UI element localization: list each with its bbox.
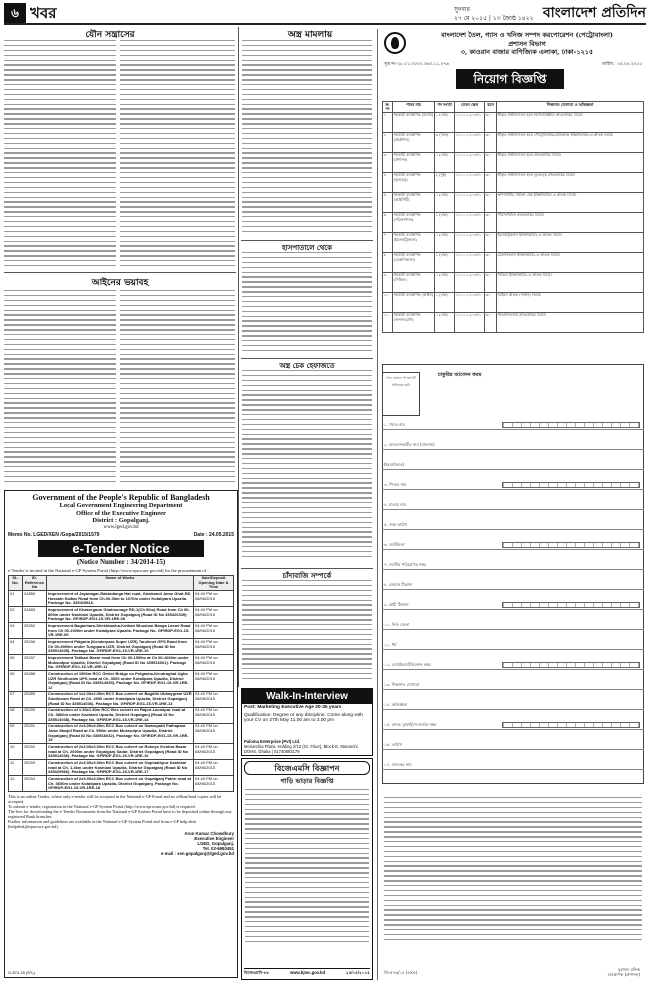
story-6-text [242, 580, 372, 684]
cell-id: 25291 [23, 723, 47, 744]
recruit-cell-post: সহকারী ব্যবস্থাপক (জনসংযোগ) [393, 312, 435, 332]
cell-date: 04.40 PM on 08/06/2015 [194, 744, 234, 760]
recruit-cell-scale: ১১০০০-২০৩৭০ [455, 192, 485, 212]
cell-id: 24583 [23, 607, 47, 623]
headline-6: চাঁদাবাজি সম্পর্কে [282, 571, 332, 580]
cell-sl: 02 [9, 607, 23, 623]
tender-memo-row [8, 532, 234, 538]
cell-sl: 09 [9, 723, 23, 744]
recruit-cell-count: ১ (এক) [435, 232, 455, 252]
recruit-cell-count: ১ (এক) [435, 292, 455, 312]
form-field [382, 541, 644, 550]
recruit-cell-post: সহকারী ব্যবস্থাপক (প্রশাসন) [393, 152, 435, 172]
recruit-cell-scale: ১১০০০-২০৩৭০ [455, 112, 485, 132]
recruit-conditions-text [384, 797, 642, 947]
tender-date: Date : 24.05.2015 [193, 531, 234, 538]
recruit-division: প্রশাসন বিভাগ [508, 39, 546, 48]
bjmc-web: www.bjmc.gov.bd [290, 970, 326, 975]
recruit-row [383, 172, 644, 192]
recruit-cell-qual: স্বীকৃত বিশ্ববিদ্যালয় হতে পেট্রোলিয়াম/কেমিক্যাল ইঞ্জিনিয়ারিং-এ স্নাতক ডিগ্রি। [497, 132, 644, 152]
cell-id: 25289 [23, 691, 47, 707]
sign-tel: Tel. 02-6680451 [202, 846, 234, 852]
cell-date: 04.40 PM on 08/06/2015 [194, 655, 234, 671]
story-2-text [242, 40, 372, 238]
tender-row [9, 623, 234, 639]
tender-row [9, 691, 234, 707]
cell-id: 24850 [23, 591, 47, 607]
form-field [382, 741, 644, 750]
cell-id: 25293 [23, 760, 47, 776]
recruit-cell-scale: ১১০০০-২০৩৭০ [455, 132, 485, 152]
form-field-label: ৮. বর্তমান ঠিকানা [384, 582, 413, 587]
story-1-col-b [120, 40, 235, 270]
form-field [382, 461, 644, 470]
cell-id: 25296 [23, 639, 47, 655]
headline-5: অস্ত্র চেক হেফাজতে [279, 361, 335, 370]
walkin-footer [244, 739, 370, 754]
recruit-cell-qual: স্বীকৃত বিশ্ববিদ্যালয় হতে স্নাতকোত্তর ডিগ্রি। [497, 152, 644, 172]
form-field-label: ৩. পিতার নাম [384, 482, 407, 487]
walkin-qualification: Qualification: Degree or any discipline. Come along with your CV on 27th May 11.00 am to 3.00 pm [244, 712, 363, 724]
recruit-cell-n: ৩ [383, 152, 393, 172]
cell-sl: 01 [9, 591, 23, 607]
form-field-label: ১. পদের নাম [384, 422, 405, 427]
tender-foot-4: Further information and guidelines are available in the National e-GP System Portal and from e-GP help desk (helpdesk@eprocure.gov.bd). [8, 819, 197, 830]
recruit-ref-row [384, 61, 642, 68]
recruit-cell-scale: ১১০০০-২০৩৭০ [455, 252, 485, 272]
recruit-cell-n: ৯ [383, 272, 393, 292]
form-field-label: ৬. জাতীয়তা [384, 542, 405, 547]
recruit-cell-qual: স্বীকৃত বিশ্ববিদ্যালয় হতে ভূতত্ত্বে স্নাতকোত্তর ডিগ্রি। [497, 172, 644, 192]
cell-name: Construction of 2x3.00x3.00m RCC Box culvert on Rokeya Vichitra Bazar road at Ch. 2600m under Gopalganj Sadar, District Gopalganj (Road ID No 335514036). Package No. GFIRDP-EG1-15-VR-1RE-16 [47, 744, 194, 760]
story-3-col-b [120, 290, 235, 484]
recruit-address: ৩, কাওরান বাজার বাণিজ্যিক এলাকা, ঢাকা-১২১৫ [460, 48, 594, 56]
divider [4, 272, 236, 273]
cell-sl: 11 [9, 760, 23, 776]
form-field-label: (ইংরেজিতে) [384, 462, 405, 467]
tender-memo: Memo No. LGED/XEN /Gopa/2015/1579 [8, 531, 100, 538]
cell-sl: 06 [9, 671, 23, 692]
recruit-cell-qual: সিভিল ইঞ্জিনিয়ারিং-এ স্নাতক ডিগ্রি। [497, 272, 644, 292]
recruit-sign-title: ব্যবস্থাপক (প্রশাসন) [607, 972, 640, 977]
cell-date: 04.40 PM on 08/06/2015 [194, 639, 234, 655]
story-1-col-a [4, 40, 116, 270]
tender-row [9, 760, 234, 776]
form-title: চাকুরির আবেদন ফরম [438, 372, 482, 378]
form-field [382, 761, 644, 770]
walkin-post: Post: Marketing Executive Age 20-35 years [244, 705, 342, 710]
tender-office: Office of the Executive Engineer [76, 509, 166, 517]
recruit-cell-scale: ১১০০০-২০৩৭০ [455, 172, 485, 192]
paper-logo: বাংলাদেশ প্রতিদিন [542, 5, 646, 21]
rth-age: বয়স [485, 102, 497, 113]
recruit-row [383, 212, 644, 232]
recruit-cell-age: ৩০ [485, 212, 497, 232]
recruitment-ad [377, 29, 646, 980]
form-field-label: ২. আবেদনকারীর নাম (বাংলায়) [384, 442, 435, 447]
recruit-cell-post: সহকারী ব্যবস্থাপক (সিভিল) [393, 272, 435, 292]
form-field-boxes [502, 602, 640, 608]
recruit-cell-count: ১ (এক) [435, 192, 455, 212]
story-3-col-a [4, 290, 116, 484]
tender-table-header [9, 575, 234, 591]
sign-office: LGED, Gopalganj. [197, 841, 234, 847]
form-field-label: ১৫. ব্যাংক ড্রাফট/পে-অর্ডার নম্বর [384, 722, 437, 727]
recruit-cell-age: ৩০ [485, 232, 497, 252]
recruit-row [383, 252, 644, 272]
recruit-cell-n: ১০ [383, 292, 393, 312]
divider [241, 358, 373, 359]
headline-1: যৌন সন্ত্রাসের [85, 30, 135, 40]
recruit-cell-n: ৭ [383, 232, 393, 252]
tender-row [9, 655, 234, 671]
form-field-label: ৭. জাতীয় পরিচয়পত্র নম্বর [384, 562, 427, 567]
recruit-cell-n: ১ [383, 112, 393, 132]
tender-foot-2: To submit e-tender, registration in the National e-GP System Portal (http://www.eprocure.gov.bd) is required. [8, 804, 196, 810]
form-field-boxes [502, 482, 640, 488]
tender-row [9, 707, 234, 723]
recruit-cell-qual: স্বীকৃত বিশ্ববিদ্যালয় হতে হিসাববিজ্ঞানে স্নাতকোত্তর ডিগ্রি। [497, 112, 644, 132]
cell-id: 25290 [23, 707, 47, 723]
tender-row [9, 639, 234, 655]
tender-row [9, 776, 234, 792]
page-number: ৬ [4, 3, 26, 23]
cell-sl: 04 [9, 639, 23, 655]
recruit-row [383, 292, 644, 312]
form-field [382, 421, 644, 430]
form-field-label: ৪. মাতার নাম [384, 502, 406, 507]
cell-id: 25294 [23, 776, 47, 792]
recruit-row [383, 112, 644, 132]
tender-row [9, 607, 234, 623]
th-name: Name of Works [47, 575, 194, 591]
recruit-cell-count: ৩ (তিন) [435, 132, 455, 152]
form-field-label: ১৬. তারিখ [384, 742, 402, 747]
bjmc-body-text [245, 789, 369, 949]
walkin-company: Paloma Enterprise (Pvt) Ltd. [244, 739, 301, 744]
recruit-row [383, 272, 644, 292]
recruit-org-name: বাংলাদেশ তৈল, গ্যাস ও খনিজ সম্পদ করপোরেশন (পেট্রোবাংলা) [441, 31, 613, 39]
recruit-cell-age: ৩০ [485, 272, 497, 292]
cell-sl: 08 [9, 707, 23, 723]
headline-2: অস্ত্র মামলায় [287, 30, 333, 40]
recruit-row [383, 132, 644, 152]
recruit-cell-age: ৩০ [485, 172, 497, 192]
recruit-row [383, 152, 644, 172]
story-5-text [242, 370, 372, 566]
cell-date: 04.40 PM on 08/06/2015 [194, 776, 234, 792]
recruit-cell-age: ৩০ [485, 252, 497, 272]
cell-name: Improvement of Khasergaon Ghatmonage RD-1(Ch 00m) Road from Ch 00-800m under Kashiani Upazila, District Gopalganj (Road ID No 335420339). Package No. GFIRDP-EG1-15-VR-1RE-08 [47, 607, 194, 623]
rth-qual: শিক্ষাগত যোগ্যতা ও অভিজ্ঞতা [497, 102, 644, 113]
cell-id: 25297 [23, 655, 47, 671]
recruit-cell-count: ২ (দুই) [435, 172, 455, 192]
recruit-ref: সূত্র নং-২৮.০১.০০০০.৩৬৩.১১.০৭৬ [384, 62, 449, 67]
walkin-address: Monarchia Plaza, Holding 2/12 (Gr. Floor), Block-E, Monarchi DOHS, Dhaka | 01740893179 [244, 744, 358, 754]
tender-number: (Notice Number : 34/2014-15) [76, 557, 166, 566]
form-field-label: ৯. স্থায়ী ঠিকানা [384, 602, 409, 607]
recruit-cell-qual: কম্পিউটার সায়েন্স এন্ড ইঞ্জিনিয়ারিং-এ স্নাতক ডিগ্রি। [497, 192, 644, 212]
form-field-label: ১৪. অভিজ্ঞতা [384, 702, 408, 707]
form-field-label: ১৩. শিক্ষাগত যোগ্যতা [384, 682, 420, 687]
cell-sl: 10 [9, 744, 23, 760]
recruit-cell-age: ৩০ [485, 132, 497, 152]
form-field [382, 581, 644, 590]
walkin-title: Walk-In-Interview [242, 689, 372, 704]
recruit-cell-qual: ইলেকট্রিক্যাল ইঞ্জিনিয়ারিং-এ স্নাতক ডিগ্রি। [497, 232, 644, 252]
cell-sl: 05 [9, 655, 23, 671]
tender-ad-code: G-574-15 (5¹/₂) [8, 970, 35, 975]
bjmc-code: বিজেএমসি-৮৮ [244, 970, 270, 975]
headline-4: হাসপাতালে থেকে [282, 243, 332, 252]
section-name: খবর [30, 4, 57, 22]
cell-name: Construction of 1.50x1.50m RCC Box culvert on Rajoir-Laxmipur road at Ch. 3800m under Kashiani Upazila, District Gopalganj (Road ID No 335514038). Package No. GFIRDP-EG1-15-VR-1RE-14 [47, 707, 194, 723]
form-field [382, 501, 644, 510]
recruit-cell-qual: পরিসংখ্যানে স্নাতকোত্তর ডিগ্রি। [497, 212, 644, 232]
tender-table [8, 575, 234, 793]
recruit-cell-post: সহকারী ব্যবস্থাপক (ভূতত্ত্ব) [393, 172, 435, 192]
recruit-cell-scale: ১১০০০-২০৩৭০ [455, 292, 485, 312]
recruit-cell-post: সহকারী ব্যবস্থাপক (প্রকৌশল) [393, 132, 435, 152]
petrobangla-logo-icon [384, 32, 406, 54]
tender-dept: Local Government Engineering Department [59, 502, 183, 509]
recruit-table [382, 101, 644, 333]
form-field-boxes [502, 422, 640, 428]
cell-sl: 07 [9, 691, 23, 707]
recruit-cell-n: ৫ [383, 192, 393, 212]
form-field [382, 561, 644, 570]
tender-row [9, 723, 234, 744]
form-field [382, 521, 644, 530]
form-field-boxes [502, 722, 640, 728]
divider [241, 240, 373, 241]
bjmc-subhead: গাড়ি ভাড়ার বিজ্ঞপ্তি [280, 777, 334, 785]
tender-row [9, 744, 234, 760]
recruit-row [383, 312, 644, 332]
form-field-label: ১২. মোবাইল/টেলিফোন নম্বর [384, 662, 431, 667]
masthead-day: সুনবার [454, 6, 470, 13]
recruit-cell-age: ৩০ [485, 152, 497, 172]
cell-date: 04.40 PM on 08/06/2015 [194, 707, 234, 723]
form-field [382, 441, 644, 450]
form-field [382, 641, 644, 650]
cell-name: Improvement Palgaria (Kenderpara Super UZR) Tarulimei GPS Road from Ch 00-4900m under Tungipara UZR, District Gopalganj (Road ID No 335514035). Package No. GFIRDP-EG1-15-VR-1RE-10 [47, 639, 194, 655]
bjmc-date: ২৫/০৫/২০১৫ [345, 970, 370, 975]
tender-foot-1: This is an online Tender, where only e-tender will be accepted in the National e-GP Portal and no offline/hard copies will be accepted. [8, 794, 222, 805]
recruit-cell-qual: মেকানিক্যাল ইঞ্জিনিয়ারিং-এ স্নাতক ডিগ্রি। [497, 252, 644, 272]
column-rule [238, 27, 239, 687]
divider [241, 568, 373, 569]
th-date: Sale/Deposit Opening Date & Time [194, 575, 234, 591]
form-field [382, 601, 644, 610]
tender-title: e-Tender Notice [38, 540, 204, 557]
rth-scale: বেতন স্কেল [455, 102, 485, 113]
form-field-label: ১০. নিজ জেলা [384, 622, 410, 627]
cell-id: 25252 [23, 623, 47, 639]
recruit-cell-count: ১ (এক) [435, 152, 455, 172]
recruit-cell-scale: ১১০০০-২০৩৭০ [455, 212, 485, 232]
recruit-cell-post: সহকারী ব্যবস্থাপক (পরিসংখ্যান) [393, 212, 435, 232]
cell-date: 04.40 PM on 08/06/2015 [194, 760, 234, 776]
recruit-cell-qual: আইনে স্নাতক (সম্মান) ডিগ্রি। [497, 292, 644, 312]
recruit-cell-post: সহকারী ব্যবস্থাপক (আইন) [393, 292, 435, 312]
tender-web: www.lged.gov.bd [103, 524, 139, 530]
cell-name: Improvement of Jayanagar-Raktodanga Hat road, Gowkandi Jame Ghat-RD Hossain Kaibar Road from Ch.00-00m to 1070m under Kotalipara Upazila. Package No. 335415816. [47, 591, 194, 607]
tender-footnotes [8, 794, 234, 829]
cell-name: Construction of 2x3.00x3.00m RCC Box culvert on Gopalganj Pathri road at Ch. 3600m under Kotalipara Upazila, District Gopalganj. Package No. GFIRDP-EG1-15-VR-1RE-18 [47, 776, 194, 792]
recruit-cell-count: ১ (এক) [435, 112, 455, 132]
form-field [382, 681, 644, 690]
recruit-cell-post: সহকারী ব্যবস্থাপক (মেকানিক্যাল) [393, 252, 435, 272]
cell-name: Construction of 1x2.00x2.00m RCC Box culvert on Bagdihi Ubhaygram UZR Sindhuram Road at Ch. 2900 under Kotalipara Upazila, District Gopalganj (Road ID No 335514036). Package No. GFIRDP-EG1-15-VR-1RE-13 [48, 691, 192, 706]
recruit-cell-n: ১১ [383, 312, 393, 332]
recruit-row [383, 192, 644, 212]
cell-date: 04.40 PM on 08/06/2015 [194, 671, 234, 692]
cell-date: 04.40 PM on 08/06/2015 [194, 607, 234, 623]
tender-signature [8, 831, 234, 856]
recruit-cell-age: ৩০ [485, 112, 497, 132]
recruit-cell-post: সহকারী ব্যবস্থাপক (হিসাব) [393, 112, 435, 132]
form-field [382, 701, 644, 710]
recruit-cell-count: ১ (এক) [435, 272, 455, 292]
form-field [382, 481, 644, 490]
bjmc-head: বিজেএমসি বিজ্ঞাপন [244, 761, 370, 775]
bjmc-footer [244, 968, 370, 977]
e-tender-notice [4, 490, 238, 978]
tender-gov: Government of the People's Republic of Bangladesh [32, 493, 210, 502]
recruit-row [383, 232, 644, 252]
form-field-boxes [502, 542, 640, 548]
sign-title: Executive Engineer [194, 836, 234, 842]
form-field [382, 721, 644, 730]
recruit-cell-age: ৩০ [485, 312, 497, 332]
recruit-table-header [383, 102, 644, 113]
tender-intro: e-Tender is invited in the National e-GP System Portal (http://www.eprocure.gov.bd) for the procurement of : [8, 567, 209, 573]
tender-district: District : Gopalganj. [92, 517, 150, 524]
recruit-cell-n: ৮ [383, 252, 393, 272]
masthead [4, 3, 646, 25]
recruit-cell-age: ৩০ [485, 192, 497, 212]
rth-count: পদ সংখ্যা [435, 102, 455, 113]
recruit-title: নিয়োগ বিজ্ঞপ্তি [456, 69, 564, 89]
masthead-date: ২৭ মে ২০১৫ | ১৩ জ্যৈষ্ঠ ১৪২২ [454, 15, 534, 22]
sign-name: Arun Kumar Chowdhury [184, 831, 234, 837]
recruit-cell-count: ১ (এক) [435, 212, 455, 232]
form-field-boxes [502, 662, 640, 668]
recruit-signature [608, 967, 640, 977]
recruit-cell-scale: ১১০০০-২০৩৭০ [455, 272, 485, 292]
tender-row [9, 591, 234, 607]
cell-date: 04.40 PM on 08/06/2015 [194, 591, 234, 607]
recruit-cell-post: সহকারী ব্যবস্থাপক (ইলেকট্রিক্যাল) [393, 232, 435, 252]
recruit-cell-age: ৩০ [485, 292, 497, 312]
recruit-cell-n: ২ [383, 132, 393, 152]
th-id: ID. Reference No [23, 575, 47, 591]
cell-id: 25288 [23, 671, 47, 692]
form-field-label: ১১. ধর্ম [384, 642, 397, 647]
photo-box: সদ্য তোলা পাসপোর্ট সাইজের ছবি [382, 372, 420, 416]
recruit-cell-scale: ১১০০০-২০৩৭০ [455, 232, 485, 252]
recruit-cell-scale: ১১০০০-২০৩৭০ [455, 152, 485, 172]
rth-post: পদের নাম [393, 102, 435, 113]
recruit-ad-code: জি-৫৭৬/১৫ (৫×৫) [384, 970, 418, 975]
recruit-cell-post: সহকারী ব্যবস্থাপক (আইসিটি) [393, 192, 435, 212]
tender-foot-3: The fees for downloading the e-Tender Documents from the National e-GP System Portal have to be deposited online through any registered Bank branches. [8, 809, 232, 820]
form-field-label: ১৭. ব্যাংকের নাম [384, 762, 412, 767]
tender-row [9, 671, 234, 692]
recruit-cell-n: ৬ [383, 212, 393, 232]
th-sl: SL. No. [9, 575, 23, 591]
sign-email: e-mail : xen.gopalganj@lged.gov.bd [160, 851, 234, 857]
cell-name: Construction of 2x3.00x3.00m RCC Box culvert on Gopinathpur Kashiani road at Ch. 1.4km under Kashiani Upazila, District Gopalganj (Road ID No 335329566). Package No. GFIRDP-EG1-15-VR-1RE-17 [47, 760, 194, 776]
recruit-cell-count: ১ (এক) [435, 252, 455, 272]
cell-name: Construction of 2x4.00x4.00m RCC Box culvert on Swarupatti Pathapara Jame Masjid Road at Ch. 950m under Muksudpur Upazila, District Gopalganj (Road ID No 335516032). Package No. GFIRDP-EG1-15-VR-1RE-15 [47, 723, 194, 744]
cell-name: Construction of 1500m RCC Girder Bridge on Polgasha-Kendraghat Ugha UZR Sindhuram UPS road at Ch. 3000 under Kotalipara Upazila, District Gopalganj (Road ID No 335514035). Package No. GFIRDP-EG1-15-VR-1RE-12 [47, 671, 194, 692]
bjmc-ad [241, 758, 373, 980]
form-field-label: ৫. জন্ম তারিখ [384, 522, 408, 527]
recruit-cell-n: ৪ [383, 172, 393, 192]
story-4-text [242, 252, 372, 356]
recruit-date: তারিখ : ২৪.০৫.২০১৫ [601, 62, 642, 67]
cell-date: 04.40 PM on 08/06/2015 [194, 623, 234, 639]
cell-date: 04.40 PM on 08/06/2015 [194, 723, 234, 744]
rth-no: ক্র. নং [383, 102, 393, 113]
cell-sl: 03 [9, 623, 23, 639]
recruit-sign-name: মুহাম্মদ রফিক [618, 967, 640, 972]
recruit-cell-qual: সাংবাদিকতায় স্নাতকোত্তর ডিগ্রি। [497, 312, 644, 332]
recruit-cell-count: ১ (এক) [435, 312, 455, 332]
cell-name: Improvement Baganhara-Shekhbasha-Kothari Bhushan Banga Laxmi Road from Ch 00-1000m under Kotalipara Upazila. Package No. GFIRDP-EG1-15-VR-1RE-09 [47, 623, 194, 639]
walk-in-interview-ad [241, 688, 373, 756]
cell-sl: 12 [9, 776, 23, 792]
recruit-org [412, 31, 642, 57]
recruit-cell-scale: ১১০০০-২০৩৭০ [455, 312, 485, 332]
headline-3: আইনের ভয়াবহ [91, 278, 149, 288]
cell-date: 04.40 PM on 08/06/2015 [194, 691, 234, 707]
form-field [382, 661, 644, 670]
cell-name: Improvement Tatibari Bazar road from Ch 00-1900m at Ch 00-1000m under Muksudpur Upazila, District Gopalganj (Road ID No 335516001). Package No. GFIRDP-EG1-15-VR-1RE-11 [47, 655, 194, 671]
form-field [382, 621, 644, 630]
cell-id: 25292 [23, 744, 47, 760]
